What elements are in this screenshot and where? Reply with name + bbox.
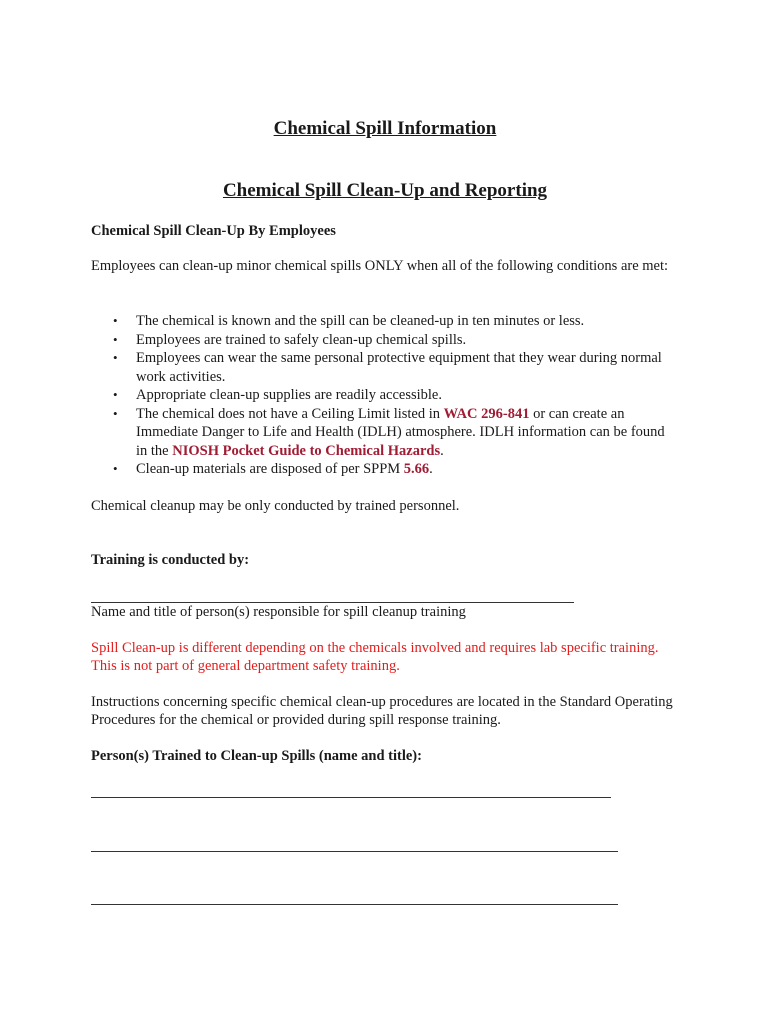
list-item-text-end: . bbox=[440, 442, 444, 459]
list-item bbox=[91, 349, 671, 386]
instructions-paragraph: Instructions concerning specific chemical clean-up procedures are located in the Standard Operating Procedures for the chemical or provided during spill response training. bbox=[91, 694, 673, 728]
persons-entry-line bbox=[91, 797, 611, 798]
list-item bbox=[91, 331, 671, 350]
conditions-list bbox=[91, 312, 671, 479]
cleanup-note: Chemical cleanup may be only conducted by trained personnel. bbox=[91, 498, 460, 514]
section-heading: Chemical Spill Clean-Up By Employees bbox=[91, 223, 336, 239]
list-item-text: Appropriate clean-up supplies are readily accessible. bbox=[136, 387, 442, 403]
page-title: Chemical Spill Information bbox=[273, 118, 497, 139]
persons-entry-line bbox=[91, 851, 618, 852]
bullet-icon: • bbox=[113, 387, 118, 402]
bullet-icon: • bbox=[113, 461, 118, 476]
bullet-icon: • bbox=[113, 405, 118, 421]
training-caption: Name and title of person(s) responsible for spill cleanup training bbox=[91, 604, 466, 620]
list-item-text: Employees can wear the same personal protective equipment that they wear during normal work activities. bbox=[136, 350, 662, 385]
list-item-text-end: . bbox=[429, 461, 433, 477]
bullet-icon: • bbox=[113, 313, 118, 328]
red-notice: Spill Clean-up is different depending on the chemicals involved and requires lab specific training. This is not part of general department safety training. bbox=[91, 640, 659, 674]
list-item bbox=[91, 386, 671, 405]
list-item-text-start: The chemical does not have a Ceiling Limit listed in bbox=[136, 405, 444, 422]
wac-296-841-link[interactable]: WAC 296-841 bbox=[443, 405, 530, 422]
page-subtitle: Chemical Spill Clean-Up and Reporting bbox=[222, 180, 548, 201]
list-item-text-start: Clean-up materials are disposed of per SPPM bbox=[136, 461, 404, 477]
list-item bbox=[91, 460, 671, 479]
persons-entry-line bbox=[91, 904, 618, 905]
list-item-text: Employees are trained to safely clean-up chemical spills. bbox=[136, 331, 467, 348]
sppm-5-66-link[interactable]: 5.66 bbox=[403, 461, 430, 477]
bullet-icon: • bbox=[113, 331, 118, 347]
list-item-text: The chemical is known and the spill can be cleaned-up in ten minutes or less. bbox=[136, 313, 585, 329]
niosh-pocket-guide-link[interactable]: NIOSH Pocket Guide to Chemical Hazards bbox=[172, 442, 441, 459]
bullet-icon: • bbox=[113, 350, 118, 365]
intro-paragraph: Employees can clean-up minor chemical spills ONLY when all of the following conditions are met: bbox=[91, 258, 669, 274]
list-item bbox=[91, 312, 671, 331]
training-heading: Training is conducted by: bbox=[91, 552, 250, 568]
list-item-text-middle: or can create an Immediate Danger to Life and Health (IDLH) atmosphere. IDLH information can be found in the bbox=[136, 405, 665, 459]
persons-heading: Person(s) Trained to Clean-up Spills (name and title): bbox=[91, 748, 422, 764]
list-item bbox=[91, 405, 671, 461]
